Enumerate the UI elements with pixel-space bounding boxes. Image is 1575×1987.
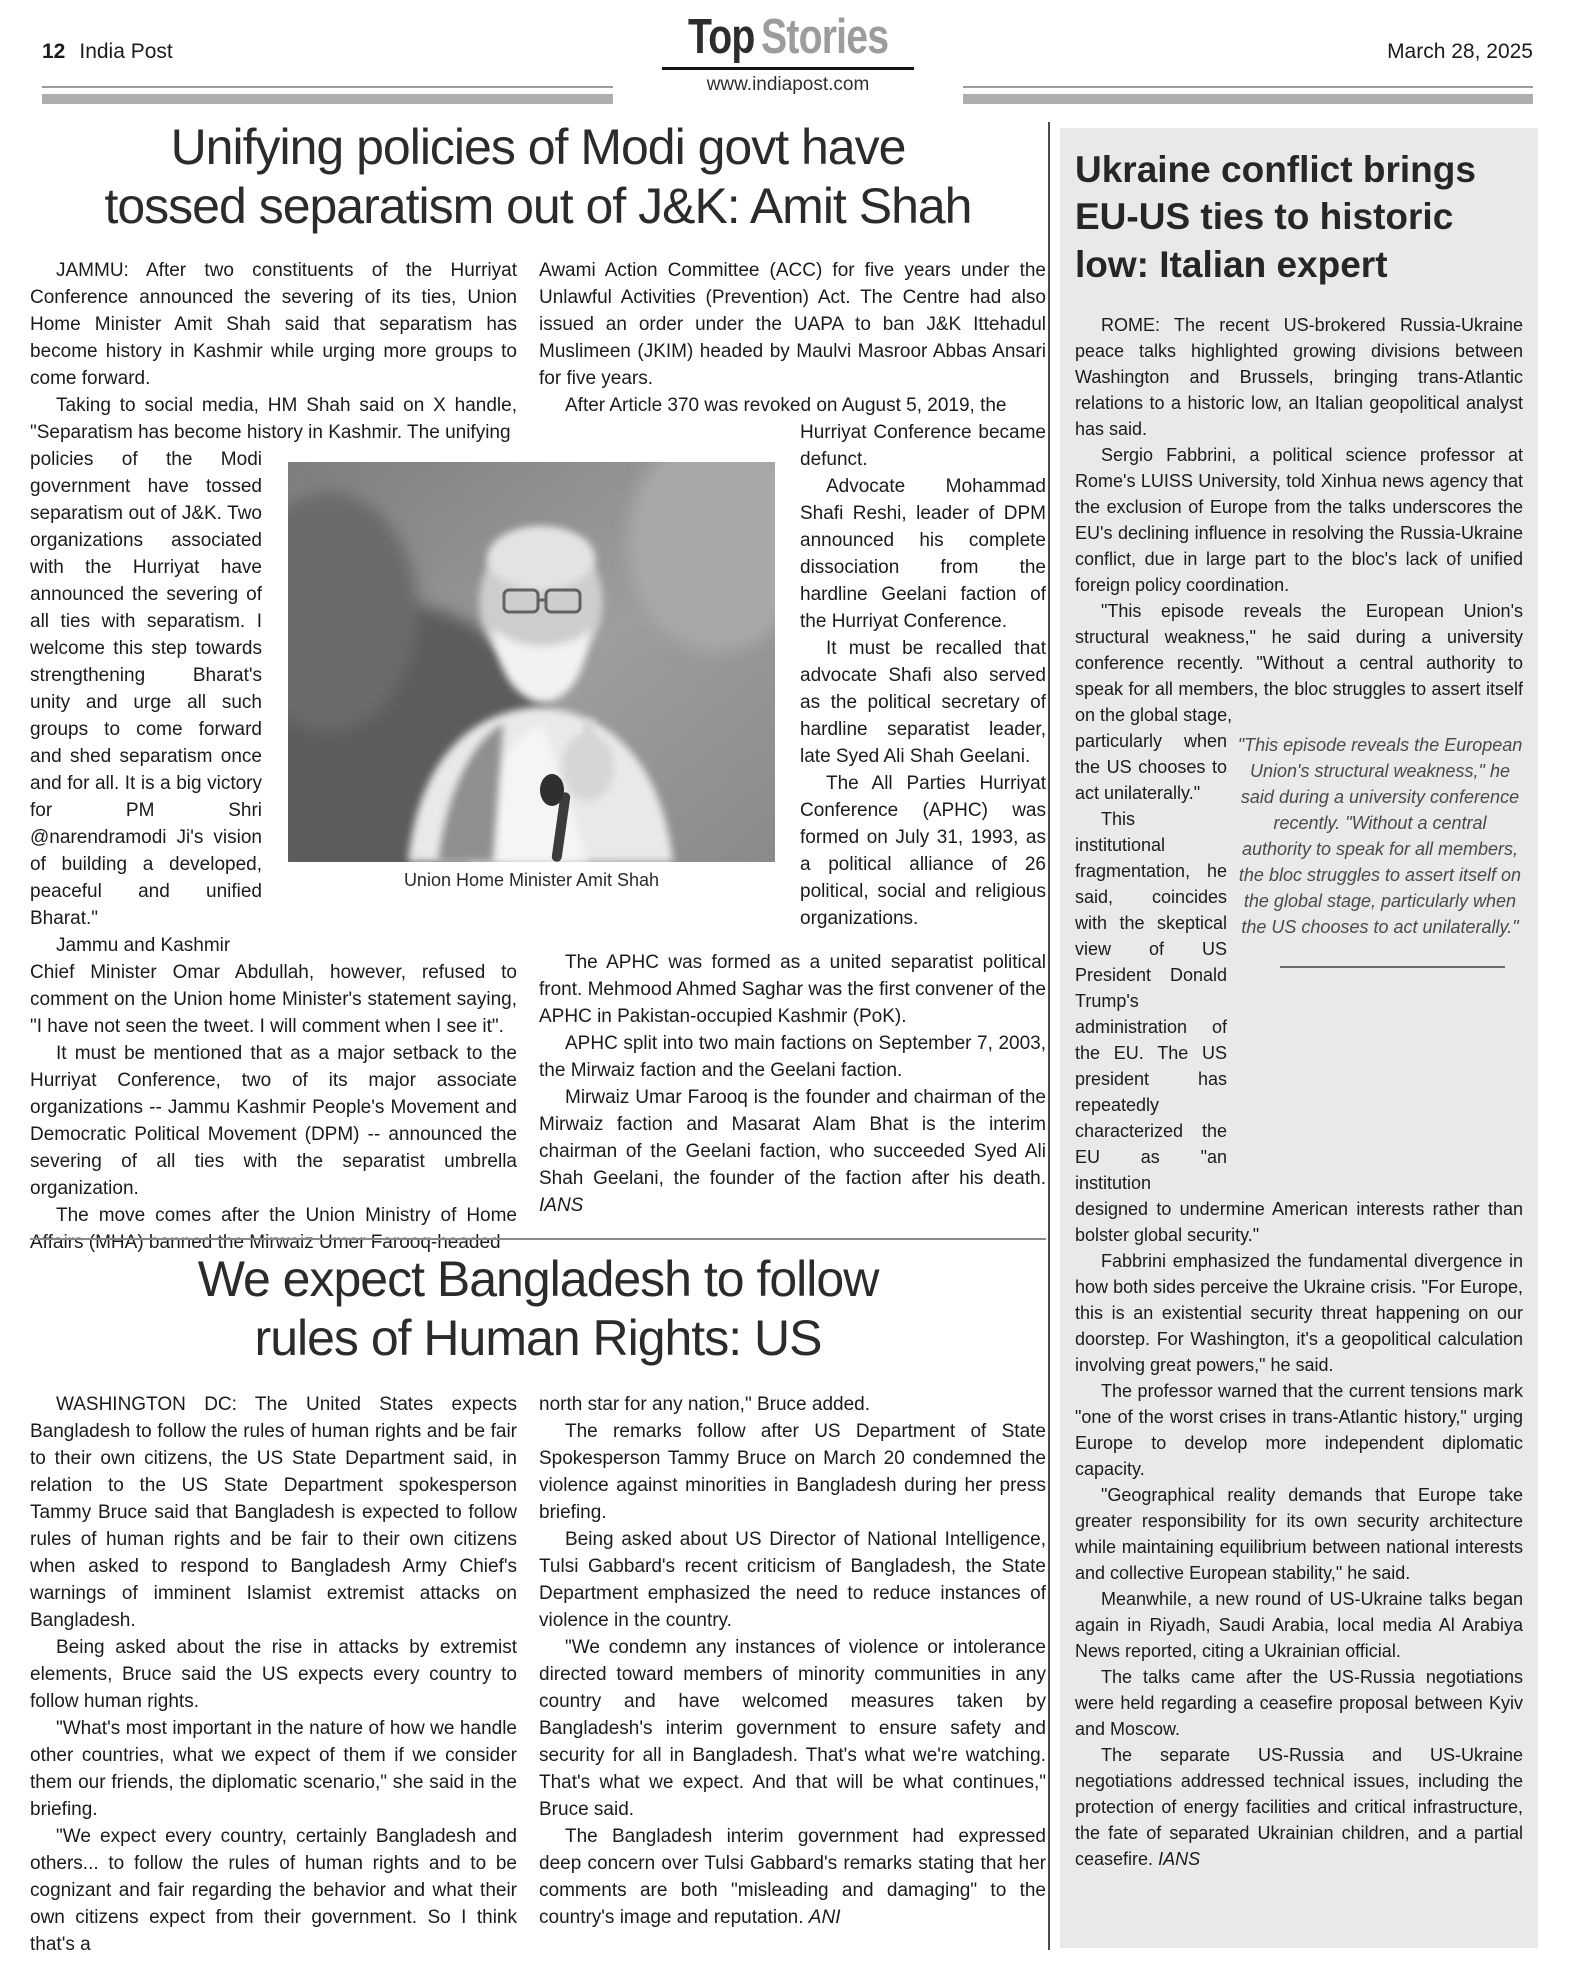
- masthead-rule-thick-right: [930, 94, 1533, 104]
- ukraine-paragraphs-bottom: [1075, 1196, 1523, 1872]
- article-bangladesh: [30, 1238, 1046, 1958]
- paragraph: WASHINGTON DC: The United States expects Bangladesh to follow the rules of human rights and be fair to their own citizens, the US State Department said, in relation to the US State Department spokesperson Tammy Bruce said that Bangladesh is expected to follow rules of human rights and be fair to their own citizens when asked to respond to Bangladesh Army Chief's warnings of imminent Islamist extremist attacks on Bangladesh.: [30, 1394, 517, 1631]
- paragraph: The move comes after the Union Ministry of Home Affairs (MHA) banned the Mirwaiz Umer Farooq-headed: [30, 1205, 517, 1253]
- paragraph: The All Parties Hurriyat Conference (APHC) was formed on July 31, 1993, as a political alliance of 26 political, social and religious organizations.: [800, 773, 1046, 929]
- article-amit-shah: [30, 118, 1046, 1256]
- paragraph: Being asked about the rise in attacks by extremist elements, Bruce said the US expects every country to follow human rights.: [30, 1637, 517, 1712]
- paragraph: ROME: The recent US-brokered Russia-Ukraine peace talks highlighted growing divisions between Washington and Brussels, bringing trans-Atlantic relations to a historic low, an Italian geopolitical analyst has said.: [1075, 315, 1523, 440]
- bangladesh-column-1: [30, 1391, 517, 1958]
- article-headline: [30, 118, 1046, 235]
- paragraph: Hurriyat Conference became defunct.: [800, 422, 1046, 470]
- paragraph: Fabbrini emphasized the fundamental divergence in how both sides perceive the Ukraine crisis. "For Europe, this is an existential security threat happening on our doorstep. For Washington, it's a geopolitical calculation involving great powers," he said.: [1075, 1251, 1523, 1376]
- brand-name: India Post: [79, 40, 173, 63]
- masthead-underline: [662, 67, 914, 70]
- ukraine-quote-column: [1237, 728, 1523, 1196]
- website-url: www.indiapost.com: [706, 74, 870, 95]
- paragraph: "We condemn any instances of violence or intolerance directed toward members of minority communities in any country and have welcomed measures taken by Bangladesh's interim government to ensure safety and security for all in Bangladesh. That's what we're watching. That's what we expect. And that will be what continues," Bruce said.: [539, 1637, 1046, 1820]
- masthead-rule-thin-right: [930, 86, 1533, 88]
- ukraine-wrap-left-text: [1075, 728, 1227, 1196]
- paragraph: After Article 370 was revoked on August 5, 2019, the: [565, 395, 1007, 416]
- paragraph: "We expect every country, certainly Bangladesh and others... to follow the rules of human rights and to be cognizant and fair regarding the behavior and what their own citizens expect from their government. So I think that's a: [30, 1826, 517, 1955]
- photo-illustration: [288, 462, 775, 862]
- paragraph: Advocate Mohammad Shafi Reshi, leader of DPM announced his complete dissociation from the hardline Geelani faction of the Hurriyat Conference.: [800, 476, 1046, 632]
- paragraph: The separate US-Russia and US-Ukraine negotiations addressed technical issues, including the protection of energy facilities and critical infrastructure, the fate of separated Ukrainian children, and a partial ceasefire. IANS: [1075, 1745, 1523, 1870]
- amit-shah-photo: [288, 462, 775, 862]
- section-title-top: Top: [687, 10, 755, 64]
- paragraph: It must be recalled that advocate Shafi also served as the political secretary of hardline separatist leader, late Syed Ali Shah Geelani.: [800, 638, 1046, 767]
- pull-quote: "This episode reveals the European Union's structural weakness," he said during a university conference recently. "Without a central authority to speak for all members, the bloc struggles to assert itself on the global stage, particularly when the US chooses to act unilaterally.": [1237, 735, 1523, 938]
- paragraph: The Bangladesh interim government had expressed deep concern over Tulsi Gabbard's remarks stating that her comments are both "misleading and damaging" to the country's image and reputation. ANI: [539, 1826, 1046, 1928]
- ukraine-headline: Ukraine conflict brings EU-US ties to historic low: Italian expert: [1075, 149, 1476, 285]
- masthead-rule-thin-left: [42, 86, 642, 88]
- bangladesh-body: [30, 1391, 1046, 1958]
- paragraph: particularly when the US chooses to act unilaterally.": [1075, 731, 1227, 804]
- headline-line: tossed separatism out of J&K: Amit Shah: [104, 177, 972, 234]
- paragraph: The talks came after the US-Russia negotiations were held regarding a ceasefire proposal between Kyiv and Moscow.: [1075, 1667, 1523, 1740]
- paragraph: The professor warned that the current tensions mark "one of the worst crises in trans-Atlantic history," urging Europe to develop more independent diplomatic capacity.: [1075, 1381, 1523, 1480]
- ukraine-body: [1075, 312, 1523, 1872]
- headline-line: Unifying policies of Modi govt have: [170, 119, 906, 175]
- section-masthead: [613, 8, 963, 112]
- column2-photo-wrap-text: [800, 419, 1046, 949]
- photo-caption: Union Home Minister Amit Shah: [403, 870, 660, 890]
- paragraph: "What's most important in the nature of how we handle other countries, what we expect of them if we consider them our friends, the diplomatic scenario," she said in the briefing.: [30, 1718, 517, 1820]
- paragraph: It must be mentioned that as a major setback to the Hurriyat Conference, two of its major associate organizations -- Jammu Kashmir People's Movement and Democratic Political Movement (DPM) -- announced the severing of all ties with the separatist umbrella organization.: [30, 1043, 517, 1199]
- masthead-rule-thick-left: [42, 94, 642, 104]
- headline-line: We expect Bangladesh to follow: [197, 1251, 879, 1307]
- ukraine-quote-wrap: [1075, 728, 1523, 1196]
- column1-top: [30, 257, 517, 446]
- paragraph: Sergio Fabbrini, a political science professor at Rome's LUISS University, told Xinhua news agency that the exclusion of Europe from the talks underscores the EU's declining influence in resolving the Russia-Ukraine conflict, due in large part to the bloc's lack of unified foreign policy coordination.: [1075, 445, 1523, 596]
- paragraph: APHC split into two main factions on September 7, 2003, the Mirwaiz faction and the Geelani faction.: [539, 1033, 1046, 1081]
- paragraph: north star for any nation," Bruce added.: [539, 1394, 870, 1415]
- paragraph: JAMMU: After two constituents of the Hurriyat Conference announced the severing of its ties, Union Home Minister Amit Shah said that separatism has become history in Kashmir while urging more groups to come forward.: [30, 260, 517, 389]
- paragraph: Awami Action Committee (ACC) for five years under the Unlawful Activities (Prevention) Act. The Centre had also issued an order under the UAPA to ban J&K Ittehadul Muslimeen (JKIM) headed by Maulvi Masroor Abbas Ansari for five years.: [539, 260, 1046, 389]
- column-divider-rule: [1048, 122, 1050, 1950]
- column1-rest: [30, 959, 517, 1256]
- paragraph: Meanwhile, a new round of US-Ukraine talks began again in Riyadh, Saudi Arabia, local media Al Arabiya News reported, citing a Ukrainian official.: [1075, 1589, 1523, 1662]
- paragraph: "This episode reveals the European Union's structural weakness," he said during a university conference recently. "Without a central authority to speak for all members, the bloc struggles to assert itself on the global stage,: [1075, 601, 1523, 726]
- headline-line: rules of Human Rights: US: [254, 1309, 822, 1366]
- page-number: 12: [42, 40, 66, 63]
- section-title-stories: Stories: [760, 10, 889, 64]
- pull-quote-rule: [1280, 966, 1505, 968]
- paragraph: Taking to social media, HM Shah said on X handle, "Separatism has become history in Kashmir. The unifying: [30, 395, 517, 443]
- column2-rest: [539, 949, 1046, 1219]
- paragraph: This institutional fragmentation, he said, coincides with the skeptical view of US President Donald Trump's administration of the EU. The US president has repeatedly characterized the EU as "an institution: [1075, 809, 1227, 1194]
- paragraph: The APHC was formed as a united separatist political front. Mehmood Ahmed Saghar was the first convener of the APHC in Pakistan-occupied Kashmir (PoK).: [539, 952, 1046, 1027]
- paragraph: Jammu and Kashmir: [56, 935, 231, 956]
- paragraph: The remarks follow after US Department of State Spokesperson Tammy Bruce on March 20 condemned the violence against minorities in Bangladesh during her press briefing.: [539, 1421, 1046, 1523]
- paragraph: Chief Minister Omar Abdullah, however, refused to comment on the Union home Minister's statement saying, "I have not seen the tweet. I will comment when I see it".: [30, 962, 517, 1037]
- article-ukraine: [1060, 128, 1538, 1948]
- paragraph: Being asked about US Director of National Intelligence, Tulsi Gabbard's recent criticism of Bangladesh, the State Department emphasized the need to reduce instances of violence in the country.: [539, 1529, 1046, 1631]
- paragraph: designed to undermine American interests rather than bolster global security.": [1075, 1199, 1523, 1246]
- ukraine-paragraphs-top: [1075, 312, 1523, 728]
- issue-date: March 28, 2025: [1387, 40, 1533, 63]
- section-title: [688, 8, 888, 66]
- paragraph: Mirwaiz Umar Farooq is the founder and chairman of the Mirwaiz faction and Masarat Alam Bhat is the interim chairman of the Geelani faction, who succeeded Syed Ali Shah Geelani, the founder of the faction after his death. IANS: [539, 1087, 1046, 1216]
- bangladesh-column-2: [539, 1391, 1046, 1958]
- column1-photo-wrap-text: [30, 446, 262, 959]
- bangladesh-headline: [30, 1250, 1046, 1367]
- column2-top: [539, 257, 1046, 419]
- paragraph: "Geographical reality demands that Europe take greater responsibility for its own security architecture while maintaining equilibrium between national interests and collective European stability," he said.: [1075, 1485, 1523, 1584]
- page-brand: [42, 40, 173, 64]
- paragraph: policies of the Modi government have tossed separatism out of J&K. Two organizations associated with the Hurriyat have announced the severing of all ties with separatism. I welcome this step towards strengthening Bharat's unity and urge all such groups to come forward and shed separatism once and for all. It is a big victory for PM Shri @narendramodi Ji's vision of building a developed, peaceful and unified Bharat.": [30, 449, 262, 929]
